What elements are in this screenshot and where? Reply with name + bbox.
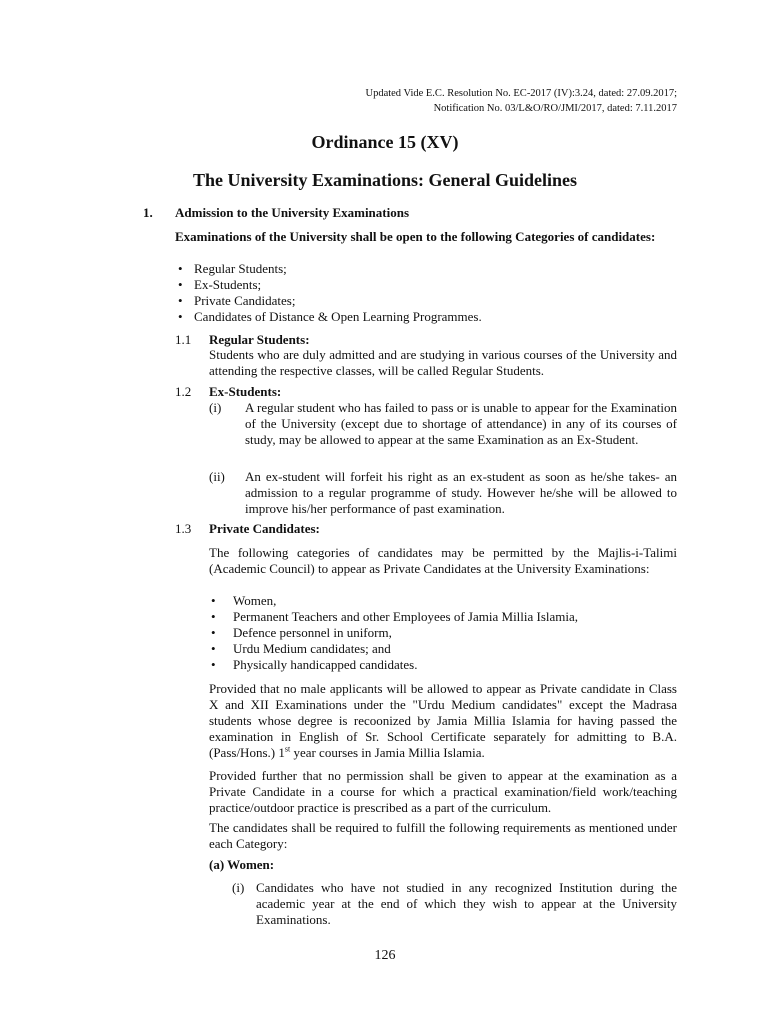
bullet-icon: • — [211, 641, 216, 656]
women-item-1: Candidates who have not studied in any recognized Institution during the academic year at the end of which they wish to appear at the University Examinations. — [256, 880, 677, 927]
private-category-list — [211, 593, 677, 673]
item-number: (i) — [209, 400, 222, 415]
ordinal-superscript: st — [284, 744, 291, 754]
bullet-icon: • — [178, 277, 183, 292]
item-number: (ii) — [209, 469, 225, 484]
category-item-text: Regular Students; — [194, 261, 287, 276]
private-category-text: Defence personnel in uniform, — [233, 625, 392, 640]
category-list — [178, 261, 678, 325]
proviso-1 — [209, 681, 677, 761]
section-1-1-text: Students who are duly admitted and are studying in various courses of the University and attending the respective classes, will be called Regular Students. — [209, 347, 677, 378]
list-item — [178, 309, 678, 325]
section-1-1-heading: Regular Students: — [209, 332, 310, 347]
section-1-3-intro: The following categories of candidates may be permitted by the Majlis-i-Talimi (Academic Council) to appear as Private Candidates at the University Examinations: — [209, 545, 677, 576]
section-1-heading: Admission to the University Examinations — [175, 205, 410, 220]
bullet-icon: • — [211, 609, 216, 624]
bullet-icon: • — [211, 625, 216, 640]
ex-student-item-2: An ex-student will forfeit his right as an ex-student as soon as he/she takes- an admission to a regular programme of study. However he/she will be allowed to improve his/her performance of past examination. — [245, 469, 677, 516]
list-item — [211, 657, 677, 673]
ordinance-title: Ordinance 15 (XV) — [311, 132, 459, 152]
section-1-3-number: 1.3 — [175, 521, 192, 536]
header-resolution — [365, 86, 677, 116]
item-number: (i) — [232, 880, 245, 895]
proviso-2: Provided further that no permission shall be given to appear at the examination as a Private Candidate in a course for which a practical examination/field work/teaching practice/outdoor practice is prescribed as a part of the curriculum. — [209, 768, 677, 815]
category-item-text: Private Candidates; — [194, 293, 296, 308]
category-item-text: Candidates of Distance & Open Learning Programmes. — [194, 309, 482, 324]
list-item — [211, 609, 677, 625]
private-category-text: Physically handicapped candidates. — [233, 657, 418, 672]
proviso-1-end: year courses in Jamia Millia Islamia. — [290, 745, 485, 760]
bullet-icon: • — [211, 593, 216, 608]
document-title: The University Examinations: General Guidelines — [192, 170, 577, 190]
category-item-text: Ex-Students; — [194, 277, 262, 292]
proviso-1-main: Provided that no male applicants will be allowed to appear as Private candidate in Class X and XII Examinations under the "Urdu Medium candidates" except the Madrasa students whose degree is recoonized by Jamia Millia Islamia for having passed the examination in English of Sr. School Certificate separately for admitting to B.A. (Pass/Hons.) 1 — [209, 681, 677, 760]
list-item — [211, 641, 677, 657]
bullet-icon: • — [178, 309, 183, 324]
bullet-icon: • — [211, 657, 216, 672]
private-category-text: Permanent Teachers and other Employees of Jamia Millia Islamia, — [233, 609, 579, 624]
page-number: 126 — [374, 948, 396, 963]
private-category-text: Women, — [233, 593, 277, 608]
section-1-1-number: 1.1 — [175, 332, 192, 347]
ex-student-item-1: A regular student who has failed to pass or is unable to appear for the Examination of the University (except due to shortage of attendance) in any of its courses of study, may be allowed to appear at the same Examination as an Ex-Student. — [245, 400, 677, 447]
section-1-number: 1. — [143, 205, 153, 220]
bullet-icon: • — [178, 261, 183, 276]
women-heading: (a) Women: — [209, 857, 275, 872]
bullet-icon: • — [178, 293, 183, 308]
requirements-text: The candidates shall be required to fulfill the following requirements as mentioned under each Category: — [209, 820, 677, 851]
list-item — [178, 277, 678, 293]
list-item — [178, 261, 678, 277]
private-category-text: Urdu Medium candidates; and — [233, 641, 391, 656]
header-line-1: Updated Vide E.C. Resolution No. EC-2017 (IV):3.24, dated: 27.09.2017; — [365, 88, 677, 99]
list-item — [211, 625, 677, 641]
section-1-intro: Examinations of the University shall be open to the following Categories of candidates: — [175, 229, 656, 244]
section-1-2-heading: Ex-Students: — [209, 384, 282, 399]
section-1-3-heading: Private Candidates: — [209, 521, 320, 536]
header-line-2: Notification No. 03/L&O/RO/JMI/2017, dated: 7.11.2017 — [433, 103, 677, 114]
list-item — [211, 593, 677, 609]
section-1-2-number: 1.2 — [175, 384, 192, 399]
list-item — [178, 293, 678, 309]
